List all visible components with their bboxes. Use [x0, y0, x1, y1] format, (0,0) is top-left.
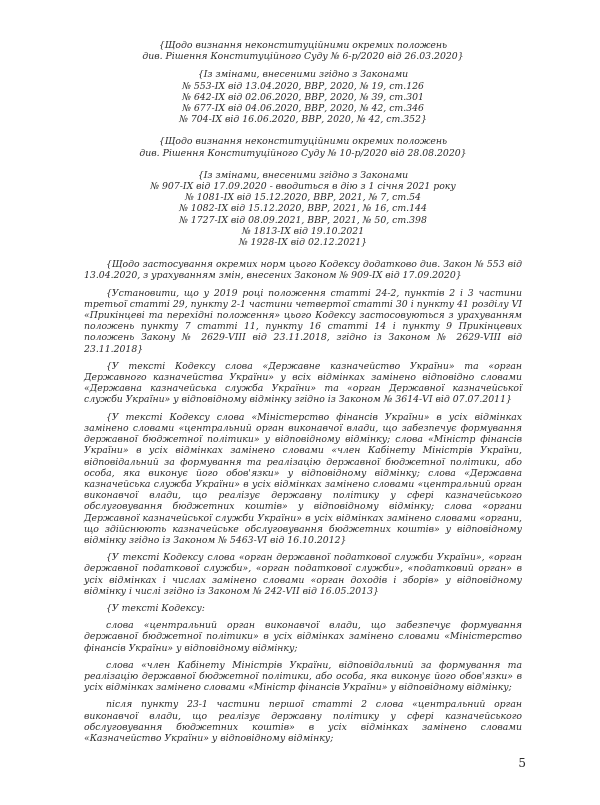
amendment-line: {Із змінами, внесеними згідно з Законами — [197, 169, 409, 181]
amendment-line: № 1813-IX від 19.10.2021 — [241, 225, 365, 237]
note-line: див. Рішення Конституційного Суду № 10-р/2020 від 28.08.2020} — [139, 147, 467, 159]
note-line: див. Рішення Конституційного Суду № 6-р/2020 від 26.03.2020} — [142, 51, 464, 63]
paragraph-cabinet-member-renaming: слова «член Кабінету Міністрів України, відповідальний за формування та реалізацію державної бюджетної політики, або особа, яка виконує його обов'язки» в усіх відмінках замінено словами «Міністр фінансів України» у відповідному відмінку; — [84, 659, 522, 694]
amendment-line: № 1928-IX від 02.12.2021} — [238, 237, 368, 249]
amendment-line: № 1081-IX від 15.12.2020, ВВР, 2021, № 7, ст.54 — [185, 192, 421, 204]
note-block-constitutional-court-2 — [84, 136, 522, 158]
paragraph-central-body-renaming: слова «центральний орган виконавчої влади, що забезпечує формування державної бюджетної політики» в усіх відмінках замінено словами «Міністерство фінансів України» у відповідному відмінку; — [84, 620, 522, 654]
paragraph-treasury-renaming: {У тексті Кодексу слова «Державне казначейство України» та «орган Державного казначейства України» у всіх відмінках замінено відповідно словами «Державна казначейська служба України» та «орган Державної казначейської служби України» у відповідному відмінку згідно із Законом № 3614-VI від 07.07.2011} — [84, 360, 522, 406]
amendment-line: № 642-IX від 02.06.2020, ВВР, 2020, № 39, ст.301 — [182, 91, 424, 103]
amendment-line: № 704-IX від 16.06.2020, ВВР, 2020, № 42, ст.352} — [179, 114, 427, 126]
amendments-block-1 — [84, 69, 522, 125]
paragraph-ministry-finance-renaming: {У тексті Кодексу слова «Міністерство фінансів України» в усіх відмінках замінено словами «центральний орган виконавчої влади, що забезпечує формування державної бюджетної політики» у відповідному відмінку; слова «Міністр фінансів України» в усіх відмінках замінено словами «член Кабінету Міністрів України, відповідальний за формування та реалізацію державної бюджетної політики, або особа, яка виконує його обов'язки» у відповідному відмінку; слова «Державна казначейська служба України» в усіх відмінках замінено словами «центральний орган виконавчої влади, що реалізує державну політику у сфері казначейського обслуговування бюджетних коштів» у відповідному відмінку; слова «органи Державної казначейської служби України» в усіх відмінках замінено словами «органи, що здійснюють казначейське обслуговування бюджетних коштів» у відповідному відмінку згідно із Законом № 5463-VI від 16.10.2012} — [84, 411, 522, 546]
amendment-line: № 553-IX від 13.04.2020, ВВР, 2020, № 19, ст.126 — [182, 80, 424, 92]
note-line: {Щодо визнання неконституційними окремих положень — [158, 40, 448, 51]
amendment-line: {Із змінами, внесеними згідно з Законами — [197, 69, 409, 81]
paragraph-treasury-of-ukraine-renaming: після пункту 23-1 частини першої статті 2 слова «центральний орган виконавчої влади, що реалізує державну політику у сфері казначейського обслуговування бюджетних коштів» в усіх відмінках замінено словами «Казначейство України» у відповідному відмінку; — [84, 699, 522, 744]
paragraph-text-intro: {У тексті Кодексу: — [106, 602, 205, 614]
amendment-line: № 1727-IX від 08.09.2021, ВВР, 2021, № 50, ст.398 — [179, 214, 427, 226]
paragraph-2019-provisions: {Установити, що у 2019 році положення статті 24-2, пунктів 2 і 3 частини третьої статті 29, пункту 2-1 частини четвертої статті 30 і пункту 41 розділу VI «Прикінцеві та перехідні положення» цього Кодексу застосовуються з урахуванням положень пункту 7 статті 11, пункту 16 статті 14 і пункту 9 Прикінцевих положень Закону № 2629-VIII від 23.11.2018, згідно із Законом № 2629-VIII від 23.11.2018} — [84, 287, 522, 355]
note-block-constitutional-court-1 — [84, 40, 522, 62]
amendment-line: № 1082-IX від 15.12.2020, ВВР, 2021, № 16, ст.144 — [179, 203, 427, 215]
amendment-line: № 907-IX від 17.09.2020 - вводиться в дію з 1 січня 2021 року — [150, 181, 456, 193]
page-number: 5 — [518, 755, 526, 770]
amendments-block-2 — [84, 170, 522, 248]
note-line: {Щодо визнання неконституційними окремих положень — [158, 136, 448, 148]
paragraph-law-553-application: {Щодо застосування окремих норм цього Кодексу додатково див. Закон № 553 від 13.04.2020, з урахуванням змін, внесених Законом № 909-IX від 17.09.2020} — [84, 259, 522, 282]
paragraph-tax-service-renaming: {У тексті Кодексу слова «орган державної податкової служби України», «орган державної податкової служби», «орган податкової служби», «податковий орган» в усіх відмінках і числах замінено словами «орган доходів і зборів» у відповідному відмінку і числі згідно із Законом № 242-VII від 16.05.2013} — [84, 552, 522, 597]
amendment-line: № 677-IX від 04.06.2020, ВВР, 2020, № 42, ст.346 — [182, 103, 424, 115]
